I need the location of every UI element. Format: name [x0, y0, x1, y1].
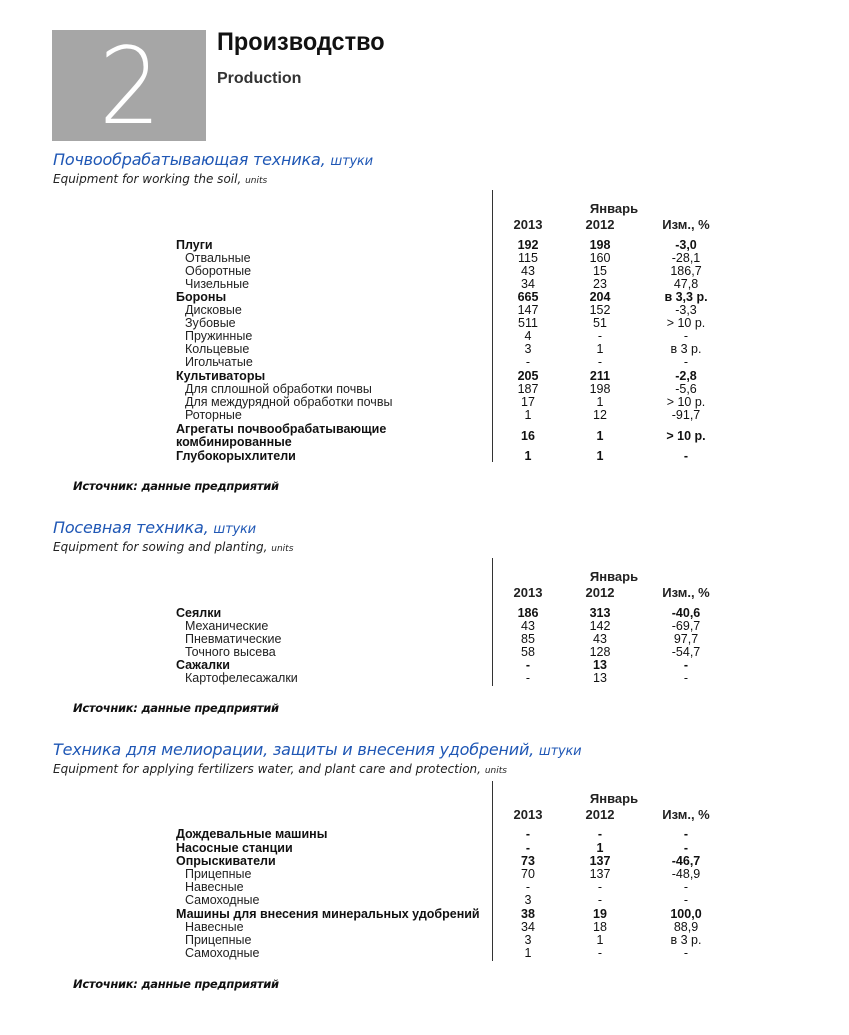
header-2012: 2012: [585, 585, 615, 600]
section-title-melioration: [53, 740, 581, 759]
table-row: [176, 921, 736, 934]
value-2013: 4: [524, 329, 532, 343]
section-title-text: Почвообрабатывающая техника,: [53, 150, 326, 169]
table-row: [176, 304, 736, 317]
row-label: Пружинные: [185, 329, 253, 343]
value-2013: 34: [521, 277, 535, 291]
value-change: в 3 р.: [670, 342, 702, 356]
table-row: [176, 330, 736, 343]
row-label: Дисковые: [185, 303, 242, 317]
source-note: Источник: данные предприятий: [73, 701, 279, 715]
value-change: -: [683, 449, 689, 463]
row-label: Зубовые: [185, 316, 236, 330]
value-change: -54,7: [671, 645, 701, 659]
table-row: [176, 894, 736, 907]
value-2013: 1: [524, 946, 532, 960]
value-2012: 51: [593, 316, 607, 330]
value-change: в 3 р.: [670, 933, 702, 947]
value-change: -3,0: [675, 238, 697, 252]
section-subtitle-unit: units: [271, 544, 294, 554]
value-2013: 3: [524, 893, 532, 907]
value-2012: -: [597, 827, 603, 841]
section-title-unit: штуки: [538, 744, 582, 759]
value-change: -: [683, 946, 689, 960]
header-2012: 2012: [585, 217, 615, 232]
table-row: [176, 356, 736, 369]
value-2012: 23: [593, 277, 607, 291]
value-2012: 12: [593, 408, 607, 422]
chapter-number: 2: [98, 30, 160, 141]
value-2012: 313: [589, 606, 611, 620]
table-row: [176, 855, 736, 868]
row-label: Культиваторы: [176, 369, 266, 383]
table-row: [176, 828, 736, 841]
row-label: Опрыскиватели: [176, 854, 276, 868]
value-change: -: [683, 893, 689, 907]
header-month: Январь: [589, 201, 639, 216]
table-row: [176, 291, 736, 304]
value-change: -91,7: [671, 408, 701, 422]
row-label: Машины для внесения минеральных удобрений: [176, 907, 480, 921]
value-change: > 10 р.: [666, 429, 706, 443]
value-change: -46,7: [671, 854, 701, 868]
value-2012: 128: [589, 645, 611, 659]
row-label: Насосные станции: [176, 841, 293, 855]
value-2012: 1: [596, 342, 604, 356]
row-label: Бороны: [176, 290, 227, 304]
value-2013: 192: [517, 238, 539, 252]
header-2013: 2013: [513, 807, 543, 822]
section-subtitle-text: Equipment for sowing and planting,: [53, 540, 268, 554]
value-2012: 1: [596, 841, 604, 855]
row-label: Картофелесажалки: [185, 671, 298, 685]
row-label: Отвальные: [185, 251, 251, 265]
value-2012: -: [597, 893, 603, 907]
table-row: [176, 450, 736, 463]
value-change: -28,1: [671, 251, 701, 265]
value-2013: -: [525, 827, 531, 841]
value-change: 47,8: [673, 277, 699, 291]
value-2013: 58: [521, 645, 535, 659]
value-change: -: [683, 355, 689, 369]
row-label: Дождевальные машины: [176, 827, 328, 841]
value-change: -48,9: [671, 867, 701, 881]
value-2013: 16: [521, 429, 535, 443]
header-month: Январь: [589, 569, 639, 584]
header-change: Изм., %: [662, 585, 710, 600]
section-title-unit: штуки: [213, 522, 256, 537]
value-change: -3,3: [675, 303, 697, 317]
value-2012: 142: [589, 619, 611, 633]
section-title-text: Посевная техника,: [53, 518, 209, 537]
section-title-sowing: [53, 518, 256, 537]
value-2013: 38: [521, 907, 535, 921]
value-2013: -: [525, 658, 531, 672]
value-2013: 3: [524, 933, 532, 947]
value-2012: 1: [596, 449, 604, 463]
row-label-line2: комбинированные: [176, 435, 292, 449]
value-2012: 198: [589, 238, 611, 252]
value-2012: 1: [596, 429, 604, 443]
row-label: Прицепные: [185, 867, 252, 881]
value-change: -: [683, 841, 689, 855]
chapter-subtitle: Production: [217, 70, 302, 87]
row-label: Сажалки: [176, 658, 230, 672]
value-2013: 147: [517, 303, 539, 317]
value-change: в 3,3 р.: [664, 290, 708, 304]
value-2012: 1: [596, 395, 604, 409]
value-2012: 137: [589, 867, 611, 881]
value-2012: -: [597, 880, 603, 894]
row-label: Роторные: [185, 408, 242, 422]
value-2012: 137: [589, 854, 611, 868]
value-2012: 204: [589, 290, 611, 304]
value-2013: 1: [524, 408, 532, 422]
section-title-soil: [53, 150, 373, 169]
value-change: -: [683, 329, 689, 343]
value-2013: 70: [521, 867, 535, 881]
value-2012: -: [597, 355, 603, 369]
row-label: Игольчатые: [185, 355, 253, 369]
table-melioration-equipment: [176, 781, 736, 961]
value-2013: 73: [521, 854, 535, 868]
row-label: Для междурядной обработки почвы: [185, 395, 393, 409]
table-row: [176, 908, 736, 921]
section-title-text: Техника для мелиорации, защиты и внесения удобрений,: [53, 740, 535, 759]
value-2012: 211: [589, 369, 611, 383]
value-change: -: [683, 880, 689, 894]
value-2013: 1: [524, 449, 532, 463]
value-change: 88,9: [673, 920, 699, 934]
value-2013: 17: [521, 395, 535, 409]
value-change: -5,6: [675, 382, 697, 396]
row-label: Плуги: [176, 238, 213, 252]
chapter-title: Производство: [217, 28, 385, 56]
value-2013: -: [525, 880, 531, 894]
section-subtitle-melioration: [53, 762, 507, 776]
row-label: Механические: [185, 619, 269, 633]
table-row: [176, 934, 736, 947]
row-label-line1: Агрегаты почвообрабатывающие: [176, 422, 387, 436]
value-2012: 160: [589, 251, 611, 265]
value-2013: 115: [518, 251, 538, 265]
value-2012: 15: [593, 264, 607, 278]
value-2013: 43: [521, 264, 535, 278]
value-2012: 43: [593, 632, 607, 646]
row-label: Глубокорыхлители: [176, 449, 296, 463]
row-label: Навесные: [185, 920, 244, 934]
row-label: Для сплошной обработки почвы: [185, 382, 372, 396]
value-change: > 10 р.: [666, 395, 706, 409]
table-row: [176, 423, 736, 449]
value-change: -69,7: [671, 619, 701, 633]
section-subtitle-unit: units: [245, 176, 268, 186]
row-label: [176, 423, 386, 449]
value-2013: 34: [521, 920, 535, 934]
table-row: [176, 947, 736, 960]
source-note: Источник: данные предприятий: [73, 977, 279, 991]
header-month: Январь: [589, 791, 639, 806]
header-2013: 2013: [513, 585, 543, 600]
value-change: 100,0: [670, 907, 702, 921]
value-2013: 43: [521, 619, 535, 633]
table-row: [176, 646, 736, 659]
value-2013: -: [525, 671, 531, 685]
table-row: [176, 265, 736, 278]
value-2012: 13: [593, 658, 607, 672]
section-subtitle-unit: units: [484, 766, 507, 776]
table-row: [176, 343, 736, 356]
chapter-number-box: [52, 30, 206, 141]
row-label: Самоходные: [185, 946, 260, 960]
value-change: -2,8: [675, 369, 697, 383]
value-2012: 1: [596, 933, 604, 947]
table-row: [176, 409, 736, 422]
row-label: Самоходные: [185, 893, 260, 907]
section-subtitle-text: Equipment for working the soil,: [53, 172, 242, 186]
row-label: Оборотные: [185, 264, 252, 278]
value-2013: -: [525, 841, 531, 855]
value-2012: -: [597, 329, 603, 343]
section-title-unit: штуки: [330, 154, 373, 169]
table-row: [176, 278, 736, 291]
value-2013: 511: [518, 316, 538, 330]
table-sowing-equipment: [176, 558, 736, 686]
table-row: [176, 317, 736, 330]
value-change: > 10 р.: [666, 316, 706, 330]
row-label: Точного высева: [185, 645, 276, 659]
value-2013: 205: [517, 369, 539, 383]
value-2013: -: [525, 355, 531, 369]
header-change: Изм., %: [662, 217, 710, 232]
row-label: Прицепные: [185, 933, 252, 947]
row-label: Пневматические: [185, 632, 282, 646]
row-label: Навесные: [185, 880, 244, 894]
value-change: -: [683, 658, 689, 672]
table-row: [176, 239, 736, 252]
table-soil-equipment: [176, 190, 736, 462]
value-2013: 665: [517, 290, 539, 304]
value-change: -: [683, 671, 689, 685]
value-2012: 18: [593, 920, 607, 934]
table-row: [176, 672, 736, 685]
value-2013: 187: [517, 382, 539, 396]
value-2012: 198: [589, 382, 611, 396]
row-label: Сеялки: [176, 606, 222, 620]
value-change: -: [683, 827, 689, 841]
value-2013: 85: [521, 632, 535, 646]
value-2012: 19: [593, 907, 607, 921]
value-2013: 3: [524, 342, 532, 356]
section-subtitle-text: Equipment for applying fertilizers water, and plant care and protection,: [53, 762, 481, 776]
header-change: Изм., %: [662, 807, 710, 822]
table-row: [176, 396, 736, 409]
value-2012: 13: [593, 671, 607, 685]
value-2012: -: [597, 946, 603, 960]
header-2013: 2013: [513, 217, 543, 232]
value-change: 97,7: [673, 632, 699, 646]
value-2012: 152: [589, 303, 611, 317]
header-2012: 2012: [585, 807, 615, 822]
table-row: [176, 881, 736, 894]
row-label: Чизельные: [185, 277, 250, 291]
section-subtitle-soil: [53, 172, 267, 186]
row-label: Кольцевые: [185, 342, 250, 356]
table-row: [176, 252, 736, 265]
value-2013: 186: [517, 606, 539, 620]
section-subtitle-sowing: [53, 540, 293, 554]
source-note: Источник: данные предприятий: [73, 479, 279, 493]
value-change: 186,7: [670, 264, 702, 278]
table-row: [176, 868, 736, 881]
value-change: -40,6: [671, 606, 701, 620]
